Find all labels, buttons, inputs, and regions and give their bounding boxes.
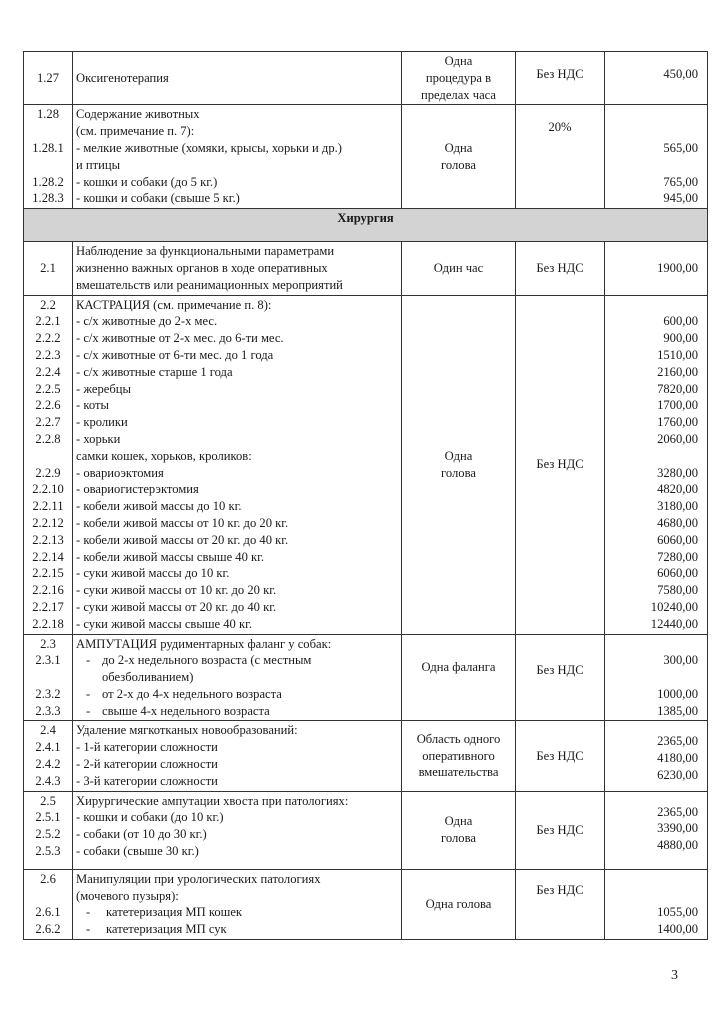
price: 6230,00 — [657, 768, 698, 783]
unit-cell — [402, 105, 516, 209]
service-line: самки кошек, хорьков, кроликов: — [76, 448, 252, 463]
row-number: 2.2.18 — [32, 616, 64, 631]
unit-cell — [402, 52, 516, 105]
service-line: - мелкие животные (хомяки, крысы, хорьки и др.) — [76, 140, 342, 155]
service-line: - 2-й категории сложности — [76, 757, 218, 772]
item-text: до 2-х недельного возраста (с местным — [102, 653, 312, 668]
service-line: - овариогистерэктомия — [76, 482, 199, 497]
service-line: - с/х животные от 6-ти мес. до 1 года — [76, 347, 274, 362]
price: 2365,00 — [657, 804, 698, 819]
row-number — [27, 888, 69, 905]
service-line: - собаки (свыше 30 кг.) — [76, 844, 199, 859]
service-line: - кобели живой массы свыше 40 кг. — [76, 549, 265, 564]
price: 1055,00 — [657, 905, 698, 920]
row-number: 2.6 — [40, 871, 56, 886]
row-number: 2.2.8 — [35, 431, 61, 446]
row-number: 2.4.1 — [35, 740, 61, 755]
price-table — [23, 51, 708, 940]
row-number: 1.28.3 — [32, 191, 64, 206]
row-number: 2.2.2 — [35, 331, 61, 346]
row-number: 2.4 — [40, 723, 56, 738]
price: 4180,00 — [657, 751, 698, 766]
price-cell: 1900,00 — [605, 242, 708, 295]
service-cell — [73, 791, 402, 869]
row-number: 2.4.2 — [35, 757, 61, 772]
unit-cell — [402, 721, 516, 791]
dash: - — [86, 703, 91, 718]
row-number — [27, 669, 69, 686]
row-number: 2.4.3 — [35, 773, 61, 788]
service-line — [76, 904, 398, 921]
service-line — [76, 921, 398, 938]
service-line: - кобели живой массы до 10 кг. — [76, 499, 242, 514]
dash: - — [86, 922, 91, 937]
service-line — [76, 652, 398, 669]
price: 6060,00 — [657, 566, 698, 581]
service-line: вмешательств или реанимационных мероприятий — [76, 277, 343, 292]
price: 7280,00 — [657, 549, 698, 564]
row-number: 2.2.6 — [35, 398, 61, 413]
service-line: - кролики — [76, 415, 128, 430]
row-number-cell — [24, 869, 73, 939]
row-number: 2.6.1 — [35, 905, 61, 920]
service-line — [76, 703, 398, 720]
row-number: 2.2.12 — [32, 515, 64, 530]
table-row — [24, 791, 708, 869]
item-text: от 2-х до 4-х недельного возраста — [102, 686, 282, 701]
item-text: катетеризация МП сук — [106, 922, 227, 937]
unit-line: вмешательства — [418, 765, 499, 780]
item-text: катетеризация МП кошек — [106, 905, 243, 920]
unit-line: Область одного — [416, 731, 501, 746]
row-number-cell — [24, 105, 73, 209]
row-number: 1.28 — [36, 107, 60, 122]
vat-cell: Без НДС — [516, 791, 605, 869]
service-line — [76, 686, 398, 703]
price: 600,00 — [663, 314, 698, 329]
service-cell — [73, 105, 402, 209]
row-number: 2.5 — [40, 793, 56, 808]
price: 12440,00 — [650, 616, 698, 631]
table-row — [24, 721, 708, 791]
row-number — [27, 123, 69, 140]
service-line: Содержание животных — [76, 107, 200, 122]
service-line: - коты — [76, 398, 109, 413]
vat-cell: Без НДС — [516, 242, 605, 295]
row-number: 2.3.1 — [35, 653, 61, 668]
unit-cell — [402, 295, 516, 634]
price: 3280,00 — [657, 465, 698, 480]
service-line: Манипуляции при урологических патологиях — [76, 871, 321, 886]
unit-line: Одна — [444, 54, 473, 68]
price: 4880,00 — [657, 838, 698, 853]
service-line: - кошки и собаки (до 10 кг.) — [76, 810, 224, 825]
item-text: обезболиванием) — [102, 670, 194, 685]
price: 900,00 — [663, 331, 698, 346]
row-number: 2.2.4 — [35, 364, 61, 379]
row-number: 2.2.13 — [32, 532, 64, 547]
service-line: - суки живой массы свыше 40 кг. — [76, 616, 253, 631]
row-number: 2.2.11 — [32, 499, 64, 514]
service-line: - собаки (от 10 до 30 кг.) — [76, 827, 207, 842]
price-cell — [605, 869, 708, 939]
row-number: 2.5.3 — [35, 844, 61, 859]
row-number-cell — [24, 295, 73, 634]
table-row — [24, 295, 708, 634]
section-header-row — [24, 209, 708, 242]
table-row — [24, 52, 708, 105]
service-line: - хорьки — [76, 431, 121, 446]
price: 765,00 — [663, 174, 698, 189]
row-number: 2.2 — [40, 297, 56, 312]
price: 1385,00 — [657, 703, 698, 718]
service-line: - суки живой массы от 20 кг. до 40 кг. — [76, 599, 277, 614]
row-number: 2.6.2 — [35, 922, 61, 937]
price: 1510,00 — [657, 347, 698, 362]
price: 10240,00 — [650, 599, 698, 614]
price: 3180,00 — [657, 499, 698, 514]
price-cell — [605, 105, 708, 209]
unit-line: голова — [441, 831, 476, 846]
row-number: 2.3.2 — [35, 686, 61, 701]
price: 1700,00 — [657, 398, 698, 413]
row-number — [27, 448, 69, 465]
price-cell — [605, 295, 708, 634]
service-cell — [73, 634, 402, 721]
item-text: свыше 4-х недельного возраста — [102, 703, 270, 718]
vat-cell: Без НДС — [516, 634, 605, 721]
price: 7820,00 — [657, 381, 698, 396]
service-line: - с/х животные до 2-х мес. — [76, 314, 218, 329]
price-cell — [605, 721, 708, 791]
row-number: 2.2.10 — [32, 482, 64, 497]
service-line: Хирургические ампутации хвоста при патологиях: — [76, 793, 349, 808]
table-row — [24, 869, 708, 939]
unit-cell — [402, 791, 516, 869]
row-number: 2.2.7 — [35, 415, 61, 430]
price: 2160,00 — [657, 364, 698, 379]
unit-line: процедура в — [425, 70, 492, 85]
section-title: Хирургия — [24, 209, 708, 242]
service-cell — [73, 721, 402, 791]
price-cell: 450,00 — [605, 52, 708, 105]
row-number: 2.2.5 — [35, 381, 61, 396]
price: 3390,00 — [657, 821, 698, 836]
row-number-cell — [24, 634, 73, 721]
row-number: 2.2.16 — [32, 583, 64, 598]
price: 4680,00 — [657, 515, 698, 530]
row-number: 2.2.1 — [35, 314, 61, 329]
price-cell — [605, 791, 708, 869]
row-number: 2.3 — [40, 636, 56, 651]
service-line: - кобели живой массы от 10 кг. до 20 кг. — [76, 515, 289, 530]
service-cell — [73, 242, 402, 295]
vat-cell: Без НДС — [516, 869, 605, 939]
service-cell — [73, 869, 402, 939]
service-line: - кошки и собаки (до 5 кг.) — [76, 174, 218, 189]
unit-cell: Один час — [402, 242, 516, 295]
price: 6060,00 — [657, 532, 698, 547]
service-line: - суки живой массы до 10 кг. — [76, 566, 230, 581]
vat-cell: Без НДС — [516, 721, 605, 791]
service-line: и птицы — [76, 157, 121, 172]
row-number-cell — [24, 791, 73, 869]
price: 1000,00 — [657, 686, 698, 701]
table-row — [24, 634, 708, 721]
unit-cell: Одна голова — [402, 869, 516, 939]
service-line — [76, 669, 398, 686]
service-line: - 1-й категории сложности — [76, 740, 218, 755]
row-number: 2.3.3 — [35, 703, 61, 718]
row-number — [27, 157, 69, 174]
table-row — [24, 242, 708, 295]
price: 7580,00 — [657, 583, 698, 598]
service-line: АМПУТАЦИЯ рудиментарных фаланг у собак: — [76, 636, 332, 651]
table-row — [24, 105, 708, 209]
row-number: 1.28.2 — [32, 174, 64, 189]
row-number: 1.27 — [24, 52, 73, 105]
service-line: - суки живой массы от 10 кг. до 20 кг. — [76, 583, 277, 598]
unit-line: Одна — [444, 448, 473, 463]
service-line: Наблюдение за функциональными параметрами — [76, 244, 335, 259]
price: 945,00 — [663, 191, 698, 206]
row-number: 2.2.15 — [32, 566, 64, 581]
service-line: (мочевого пузыря): — [76, 888, 179, 903]
price: 2060,00 — [657, 431, 698, 446]
price: 2365,00 — [657, 734, 698, 749]
dash: - — [86, 653, 91, 668]
unit-line: Одна — [444, 140, 473, 155]
unit-line: оперативного — [422, 748, 495, 763]
service-line: (см. примечание п. 7): — [76, 124, 195, 139]
row-number: 2.1 — [24, 242, 73, 295]
service-line: - овариоэктомия — [76, 465, 164, 480]
page-number: 3 — [671, 968, 678, 983]
row-number: 1.28.1 — [32, 140, 64, 155]
service-line: жизненно важных органов в ходе оперативных — [76, 260, 328, 275]
vat-cell: 20% — [516, 105, 605, 209]
price: 1760,00 — [657, 415, 698, 430]
unit-line: пределах часа — [420, 87, 497, 102]
service-line: Удаление мягкотканых новообразований: — [76, 723, 298, 738]
price: 300,00 — [663, 653, 698, 668]
row-number: 2.2.3 — [35, 347, 61, 362]
vat-cell: Без НДС — [516, 295, 605, 634]
price: 4820,00 — [657, 482, 698, 497]
service-name: Оксигенотерапия — [73, 52, 402, 105]
unit-line: голова — [441, 465, 476, 480]
service-cell — [73, 295, 402, 634]
unit-line: голова — [441, 157, 476, 172]
unit-cell: Одна фаланга — [402, 634, 516, 721]
price: 1400,00 — [657, 922, 698, 937]
price-cell — [605, 634, 708, 721]
vat-cell: Без НДС — [516, 52, 605, 105]
price: 565,00 — [663, 140, 698, 155]
service-line: - с/х животные старше 1 года — [76, 364, 233, 379]
service-line: - кобели живой массы от 20 кг. до 40 кг. — [76, 532, 289, 547]
service-line: КАСТРАЦИЯ (см. примечание п. 8): — [76, 297, 272, 312]
service-line: - 3-й категории сложности — [76, 773, 218, 788]
row-number-cell — [24, 721, 73, 791]
unit-line: Одна — [444, 814, 473, 829]
row-number: 2.2.9 — [35, 465, 61, 480]
row-number: 2.5.1 — [35, 810, 61, 825]
service-line: - с/х животные от 2-х мес. до 6-ти мес. — [76, 331, 284, 346]
service-line: - кошки и собаки (свыше 5 кг.) — [76, 191, 240, 206]
dash: - — [86, 905, 91, 920]
row-number: 2.5.2 — [35, 827, 61, 842]
dash: - — [86, 686, 91, 701]
row-number: 2.2.17 — [32, 599, 64, 614]
row-number: 2.2.14 — [32, 549, 64, 564]
service-line: - жеребцы — [76, 381, 131, 396]
